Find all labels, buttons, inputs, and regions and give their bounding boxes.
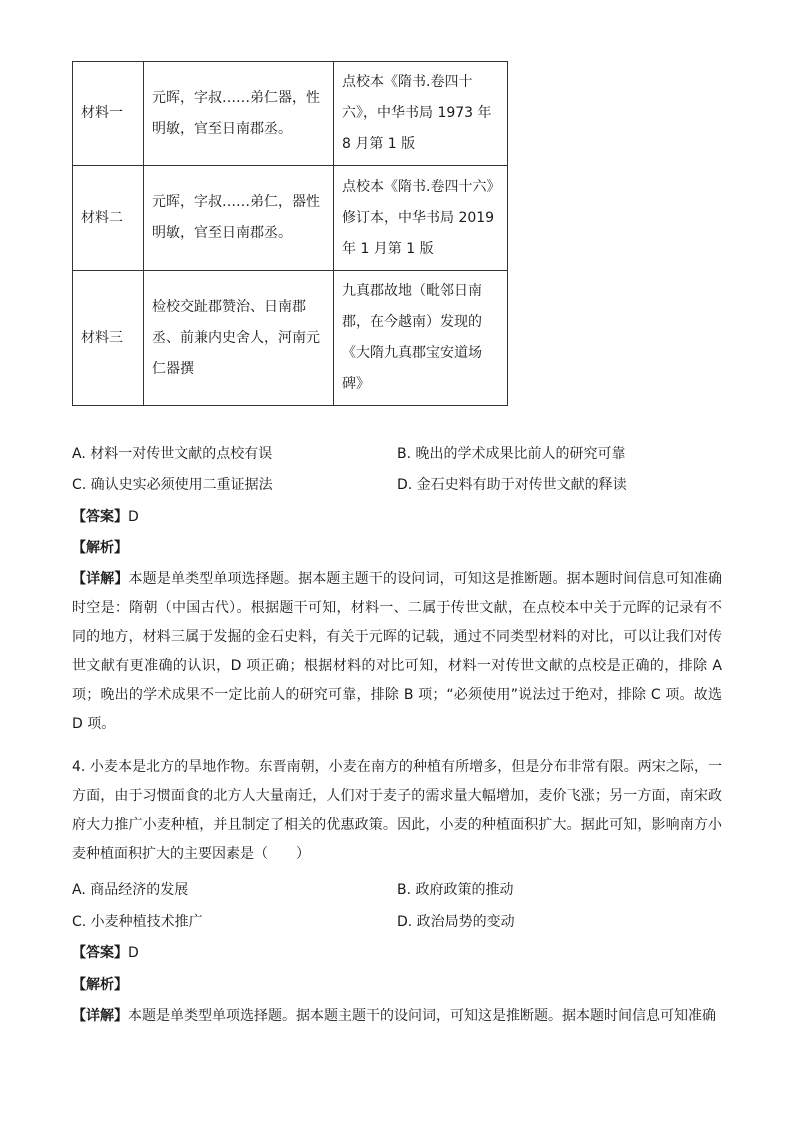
table-row — [73, 271, 508, 406]
q3-answer — [72, 507, 139, 527]
answer-tag: 【答案】 — [72, 945, 128, 961]
material-content: 元晖，字叔……弟仁，器性明敏，官至日南郡丞。 — [144, 166, 334, 271]
material-label: 材料二 — [73, 166, 144, 271]
material-label: 材料三 — [73, 271, 144, 406]
q4-detail — [72, 1002, 722, 1031]
q3-detail — [72, 565, 722, 739]
detail-tag: 【详解】 — [72, 571, 129, 587]
detail-text: 本题是单类型单项选择题。据本题主题干的设问词，可知这是推断题。据本题时间信息可知准确 — [128, 1008, 716, 1024]
q4-option-c: C. 小麦种植技术推广 — [72, 914, 203, 930]
material-source: 点校本《隋书.卷四十六》，中华书局 1973 年 8 月第 1 版 — [334, 62, 508, 166]
answer-tag: 【答案】 — [72, 509, 128, 525]
material-source: 点校本《隋书.卷四十六》修订本，中华书局 2019 年 1 月第 1 版 — [334, 166, 508, 271]
table-row — [73, 62, 508, 166]
detail-text: 本题是单类型单项选择题。据本题主题干的设问词，可知这是推断题。据本题时间信息可知准确时空是：隋朝（中国古代）。根据题干可知，材料一、二属于传世文献，在点校本中关于元晖的记录有不同的地方，材料三属于发掘的金石史料，有关于元晖的记载，通过不同类型材料的对比，可以让我们对传世文献有更准确的认识，D 项正确；根据材料的对比可知，材料一对传世文献的点校是正确的，排除 A 项；晚出的学术成果不一定比前人的研究可靠，排除 B 项；“必须使用”说法过于绝对，排除 C 项。故选 D 项。 — [72, 571, 723, 732]
table-row — [73, 166, 508, 271]
materials-table — [72, 61, 508, 406]
detail-tag: 【详解】 — [72, 1008, 128, 1024]
q4-stem: 4. 小麦本是北方的旱地作物。东晋南朝，小麦在南方的种植有所增多，但是分布非常有限。两宋之际，一方面，由于习惯面食的北方人大量南迁，人们对于麦子的需求量大幅增加，麦价飞涨；另一方面，南宋政府大力推广小麦种植，并且制定了相关的优惠政策。因此，小麦的种植面积扩大。据此可知，影响南方小麦种植面积扩大的主要因素是（ ） — [72, 759, 722, 862]
q4-answer — [72, 943, 139, 963]
material-content: 元晖，字叔……弟仁器，性明敏，官至日南郡丞。 — [144, 62, 334, 166]
q4-option-a: A. 商品经济的发展 — [72, 882, 189, 898]
q3-analysis-tag: 【解析】 — [72, 540, 128, 556]
q3-option-d: D. 金石史料有助于对传世文献的释读 — [397, 477, 627, 493]
material-content: 检校交趾郡赞治、日南郡丞、前兼内史舍人，河南元仁器撰 — [144, 271, 334, 406]
q3-option-c: C. 确认史实必须使用二重证据法 — [72, 477, 273, 493]
material-source: 九真郡故地（毗邻日南郡，在今越南）发现的《大隋九真郡宝安道场碑》 — [334, 271, 508, 406]
q4-option-b: B. 政府政策的推动 — [397, 882, 514, 898]
q4-option-d: D. 政治局势的变动 — [397, 914, 515, 930]
q3-option-b: B. 晚出的学术成果比前人的研究可靠 — [397, 446, 626, 462]
answer-value: D — [128, 945, 139, 961]
q4-analysis-tag: 【解析】 — [72, 977, 128, 993]
q3-option-a: A. 材料一对传世文献的点校有误 — [72, 446, 273, 462]
answer-value: D — [128, 509, 139, 525]
material-label: 材料一 — [73, 62, 144, 166]
